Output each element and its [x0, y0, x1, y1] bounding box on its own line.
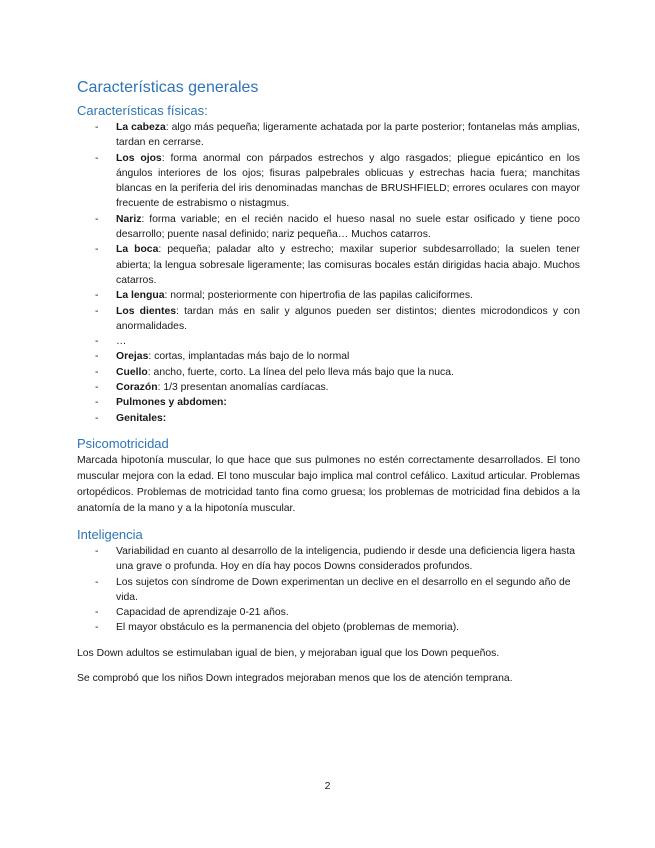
list-item — [77, 242, 580, 288]
item-sep: : — [162, 412, 167, 424]
list-marker: - — [95, 576, 99, 588]
list-item — [77, 304, 580, 335]
list-marker: - — [95, 152, 99, 164]
item-text: … — [116, 336, 127, 348]
item-term: La lengua — [116, 290, 165, 302]
list-item — [77, 575, 580, 606]
psychomotor-text: Marcada hipotonía muscular, lo que hace que sus pulmones no estén correctamente desarrollados. El tono muscular mejora con la edad. El tono muscular bajo implica mal control cefálico. Laxitud articular. Problemas ortopédicos. Problemas de motricidad tanto fina como gruesa; los problemas de motricidad fina debidos a la anatomía de la mano y a la hipotonía muscular. — [77, 454, 580, 514]
list-marker: - — [95, 366, 99, 378]
item-sep: : — [147, 366, 151, 378]
list-item — [77, 212, 580, 243]
list-item — [77, 334, 580, 349]
item-term: Nariz — [116, 213, 142, 225]
list-marker: - — [95, 336, 99, 348]
intelligence-list — [77, 544, 580, 636]
item-term: La boca — [116, 244, 159, 256]
item-sep: : — [164, 290, 168, 302]
item-term: Los dientes — [116, 305, 177, 317]
item-sep: : — [161, 152, 165, 164]
list-marker: - — [95, 305, 99, 317]
list-item — [77, 365, 580, 380]
item-term: Cuello — [116, 366, 148, 378]
item-text: El mayor obstáculo es la permanencia del objeto (problemas de memoria). — [116, 622, 460, 634]
list-item — [77, 620, 580, 635]
item-term: Los ojos — [116, 152, 162, 164]
list-item — [77, 151, 580, 212]
physical-list — [77, 120, 580, 426]
physical-heading: Características físicas: — [77, 103, 208, 118]
list-item — [77, 605, 580, 620]
item-text: Variabilidad en cuanto al desarrollo de la inteligencia, pudiendo ir desde una deficiencia ligera hasta una grave o profunda. Hoy en día hay pocos Downs considerados profundos. — [116, 545, 576, 573]
list-marker: - — [95, 412, 99, 424]
list-item — [77, 120, 580, 151]
page-content — [77, 78, 580, 686]
item-text: cortas, implantadas más bajo de lo normal — [151, 351, 350, 363]
item-sep: : — [176, 305, 179, 317]
item-sep: : — [165, 122, 169, 133]
list-marker: - — [95, 622, 99, 634]
item-term: Genitales — [116, 412, 163, 424]
list-marker: - — [95, 122, 99, 133]
item-text: ancho, fuerte, corto. La línea del pelo lleva más bajo que la nuca. — [150, 366, 454, 378]
list-marker: - — [95, 397, 99, 409]
list-item — [77, 395, 580, 410]
item-text: forma anormal con párpados estrechos y algo rasgados; pliegue epicántico en los ángulos interiores de los ojos; fisuras palpebrales oblicuas y estrechas hacia fuera; manchitas blancas en la periferia del iris denominadas manchas de BRUSHFIELD; errores oculares con mayor frecuente de estrabismo o nistagmus. — [116, 152, 580, 210]
item-sep: : — [158, 244, 162, 256]
item-sep: : — [157, 382, 161, 394]
item-term: La cabeza — [116, 122, 166, 133]
item-sep: : — [148, 351, 152, 363]
item-term: Corazón — [116, 382, 158, 394]
list-marker: - — [95, 351, 99, 363]
item-text: Capacidad de aprendizaje 0-21 años. — [116, 607, 289, 619]
paragraph: Se comprobó que los niños Down integrados mejoraban menos que los de atención temprana. — [77, 672, 513, 684]
item-text: forma variable; en el recién nacido el hueso nasal no suele estar osificado y tiene poco desarrollo; puente nasal definido; nariz pequeña… Muchos catarros. — [116, 213, 580, 241]
intelligence-heading: Inteligencia — [77, 526, 143, 542]
item-text: Los sujetos con síndrome de Down experimentan un declive en el desarrollo en el segundo año de vida. — [116, 576, 571, 603]
item-text: pequeña; paladar alto y estrecho; maxilar superior subdesarrollado; la suelen tener abierta; la lengua sobresale ligeramente; las comisuras bocales están dirigidas hacia abajo. Muchos catarros. — [116, 244, 581, 286]
list-item — [77, 544, 580, 575]
list-item — [77, 380, 580, 395]
list-marker: - — [95, 244, 99, 256]
list-marker: - — [95, 545, 99, 557]
item-sep: : — [141, 213, 145, 225]
paragraph: Los Down adultos se estimulaban igual de bien, y mejoraban igual que los Down pequeños. — [77, 647, 500, 659]
item-term: Pulmones y abdomen — [116, 397, 224, 409]
item-sep: : — [223, 397, 227, 409]
item-text: normal; posteriormente con hipertrofia de las papilas caliciformes. — [167, 290, 473, 302]
list-item — [77, 411, 580, 426]
list-item — [77, 349, 580, 364]
item-term: Orejas — [116, 351, 149, 363]
page-number: 2 — [324, 781, 331, 792]
item-text: tardan más en salir y algunos pueden ser distintos; dientes microdondicos y con anormalidades. — [116, 305, 580, 332]
section-title: Características generales — [77, 79, 259, 96]
psychomotor-heading: Psicomotricidad — [77, 435, 169, 451]
item-text: algo más pequeña; ligeramente achatada por la parte posterior; fontanelas más amplias, tardan en cerrarse. — [116, 122, 580, 149]
list-marker: - — [95, 290, 99, 302]
list-marker: - — [95, 213, 99, 225]
item-text: 1/3 presentan anomalías cardíacas. — [160, 382, 329, 394]
list-marker: - — [95, 607, 99, 619]
list-item — [77, 288, 580, 303]
list-marker: - — [95, 382, 99, 394]
